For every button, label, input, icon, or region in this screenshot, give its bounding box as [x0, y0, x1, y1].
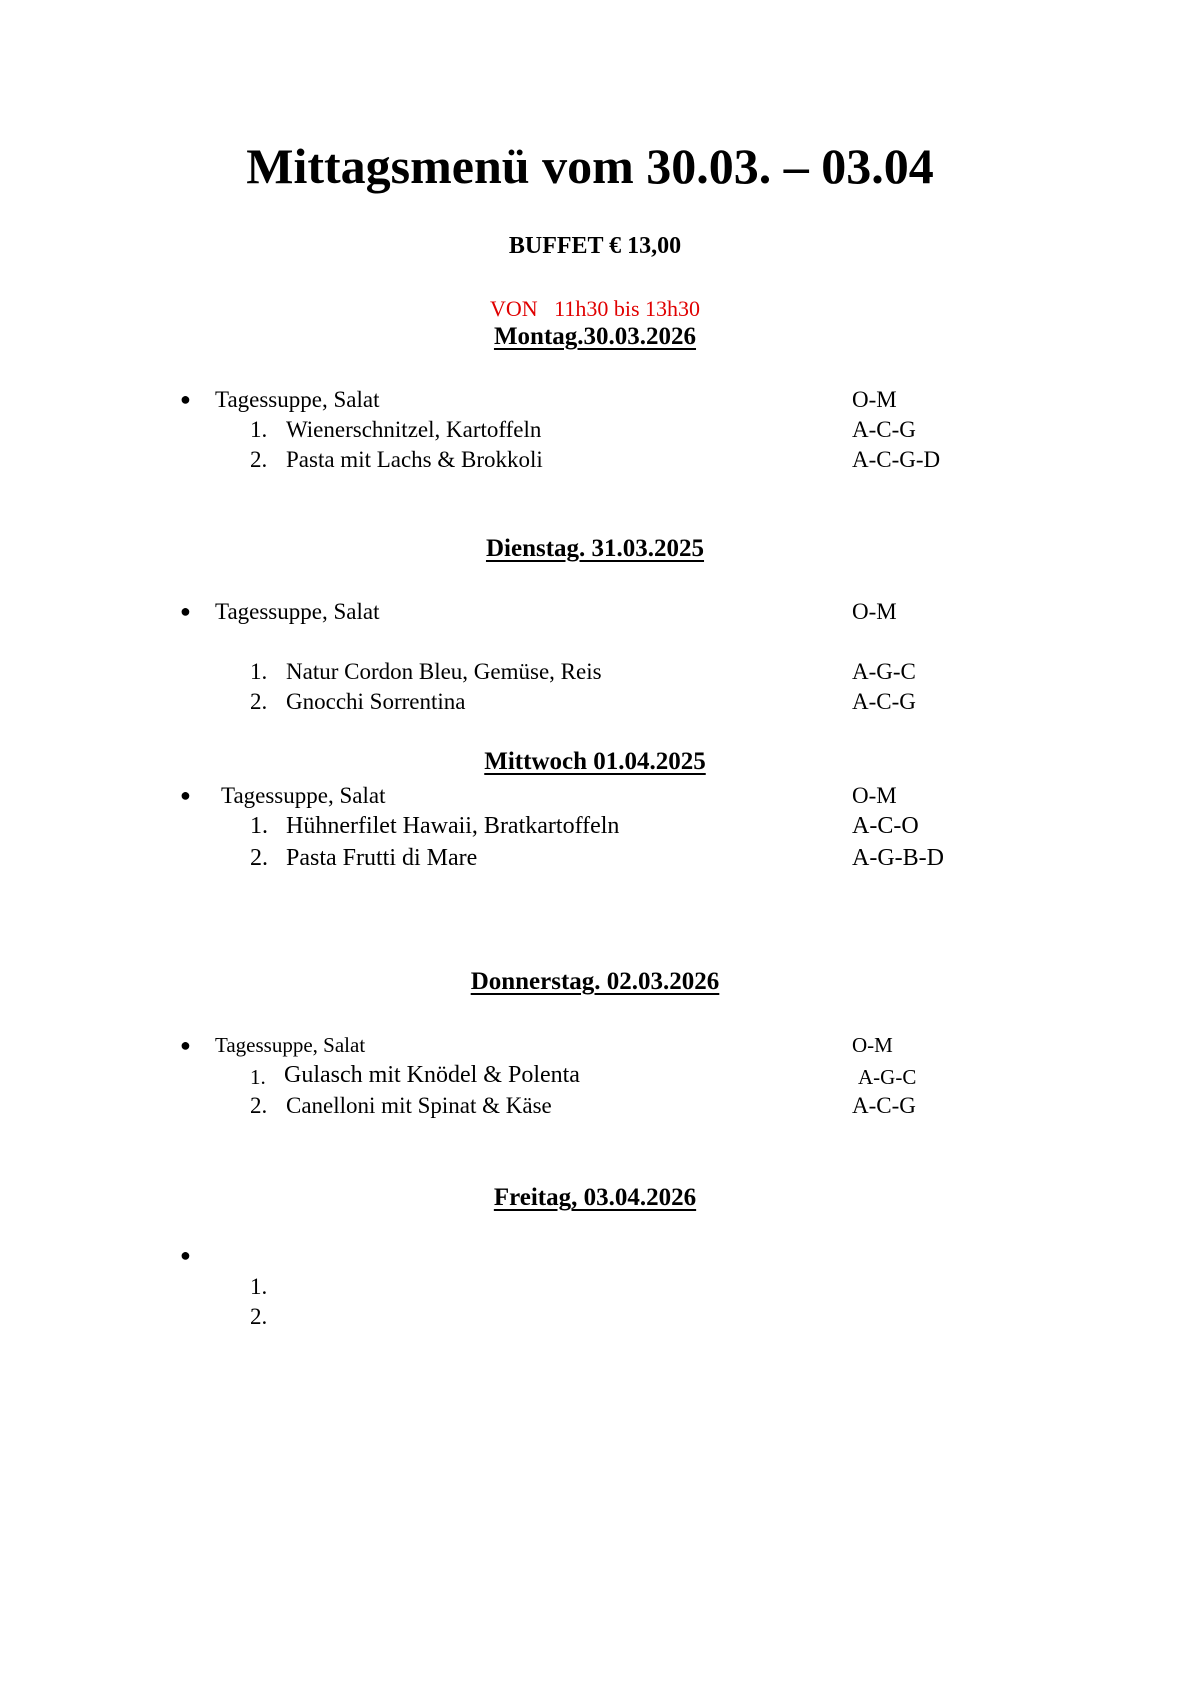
dish-label: Canelloni mit Spinat & Käse [286, 1093, 552, 1118]
dish-number: 1. [250, 417, 268, 442]
bullet-icon: ● [180, 1245, 191, 1265]
allergen-codes: A-G-C [852, 659, 916, 684]
allergen-codes: A-G-C [858, 1065, 917, 1089]
dish-row [0, 1304, 1190, 1334]
day-heading-wednesday: Mittwoch 01.04.2025 [484, 748, 706, 775]
soup-label: Tagessuppe, Salat [221, 783, 386, 808]
day-heading-friday: Freitag, 03.04.2026 [493, 1184, 697, 1211]
allergen-codes: O-M [852, 599, 897, 624]
bullet-icon: ● [180, 389, 191, 409]
soup-row [0, 783, 1190, 813]
dish-number: 2. [250, 845, 268, 871]
dish-row [0, 845, 1190, 875]
dish-row [0, 813, 1190, 843]
soup-row [0, 387, 1190, 417]
dish-label: Gulasch mit Knödel & Polenta [284, 1062, 580, 1088]
bullet-icon: ● [180, 1035, 191, 1055]
allergen-codes: A-G-B-D [852, 845, 944, 871]
allergen-codes: A-C-G [852, 417, 916, 442]
dish-row [0, 1062, 1190, 1092]
page-title: Mittagsmenü vom 30.03. – 03.04 [246, 138, 934, 194]
dish-number: 1. [250, 1065, 266, 1089]
dish-label: Wienerschnitzel, Kartoffeln [286, 417, 542, 442]
dish-row [0, 447, 1190, 477]
day-heading-monday: Montag.30.03.2026 [493, 323, 697, 350]
dish-row [0, 1093, 1190, 1123]
dish-number: 2. [250, 1093, 268, 1118]
dish-number: 1. [250, 1274, 268, 1299]
soup-label: Tagessuppe, Salat [215, 387, 380, 412]
opening-hours: VON 11h30 bis 13h30 [489, 296, 701, 321]
dish-row [0, 689, 1190, 719]
dish-number: 1. [250, 813, 268, 839]
soup-label: Tagessuppe, Salat [215, 599, 380, 624]
bullet-icon: ● [180, 785, 191, 805]
allergen-codes: O-M [852, 387, 897, 412]
dish-number: 2. [250, 447, 268, 472]
dish-number: 2. [250, 1304, 268, 1329]
dish-row [0, 417, 1190, 447]
dish-label: Pasta mit Lachs & Brokkoli [286, 447, 543, 472]
soup-row [0, 1033, 1190, 1063]
dish-row [0, 659, 1190, 689]
allergen-codes: A-C-G-D [852, 447, 941, 472]
allergen-codes: A-C-G [852, 1093, 916, 1118]
dish-label: Gnocchi Sorrentina [286, 689, 466, 714]
soup-row [0, 599, 1190, 629]
dish-number: 2. [250, 689, 268, 714]
day-heading-thursday: Donnerstag. 02.03.2026 [470, 968, 720, 995]
dish-label: Pasta Frutti di Mare [286, 845, 478, 871]
dish-number: 1. [250, 659, 268, 684]
buffet-price: BUFFET € 13,00 [508, 233, 682, 259]
allergen-codes: O-M [852, 1033, 893, 1057]
allergen-codes: A-C-O [852, 813, 919, 839]
dish-label: Natur Cordon Bleu, Gemüse, Reis [286, 659, 602, 684]
dish-label: Hühnerfilet Hawaii, Bratkartoffeln [286, 813, 620, 839]
soup-label: Tagessuppe, Salat [215, 1033, 366, 1057]
allergen-codes: O-M [852, 783, 897, 808]
dish-row [0, 1274, 1190, 1304]
bullet-icon: ● [180, 601, 191, 621]
day-heading-tuesday: Dienstag. 31.03.2025 [485, 535, 705, 562]
allergen-codes: A-C-G [852, 689, 916, 714]
soup-row [0, 1243, 1190, 1273]
